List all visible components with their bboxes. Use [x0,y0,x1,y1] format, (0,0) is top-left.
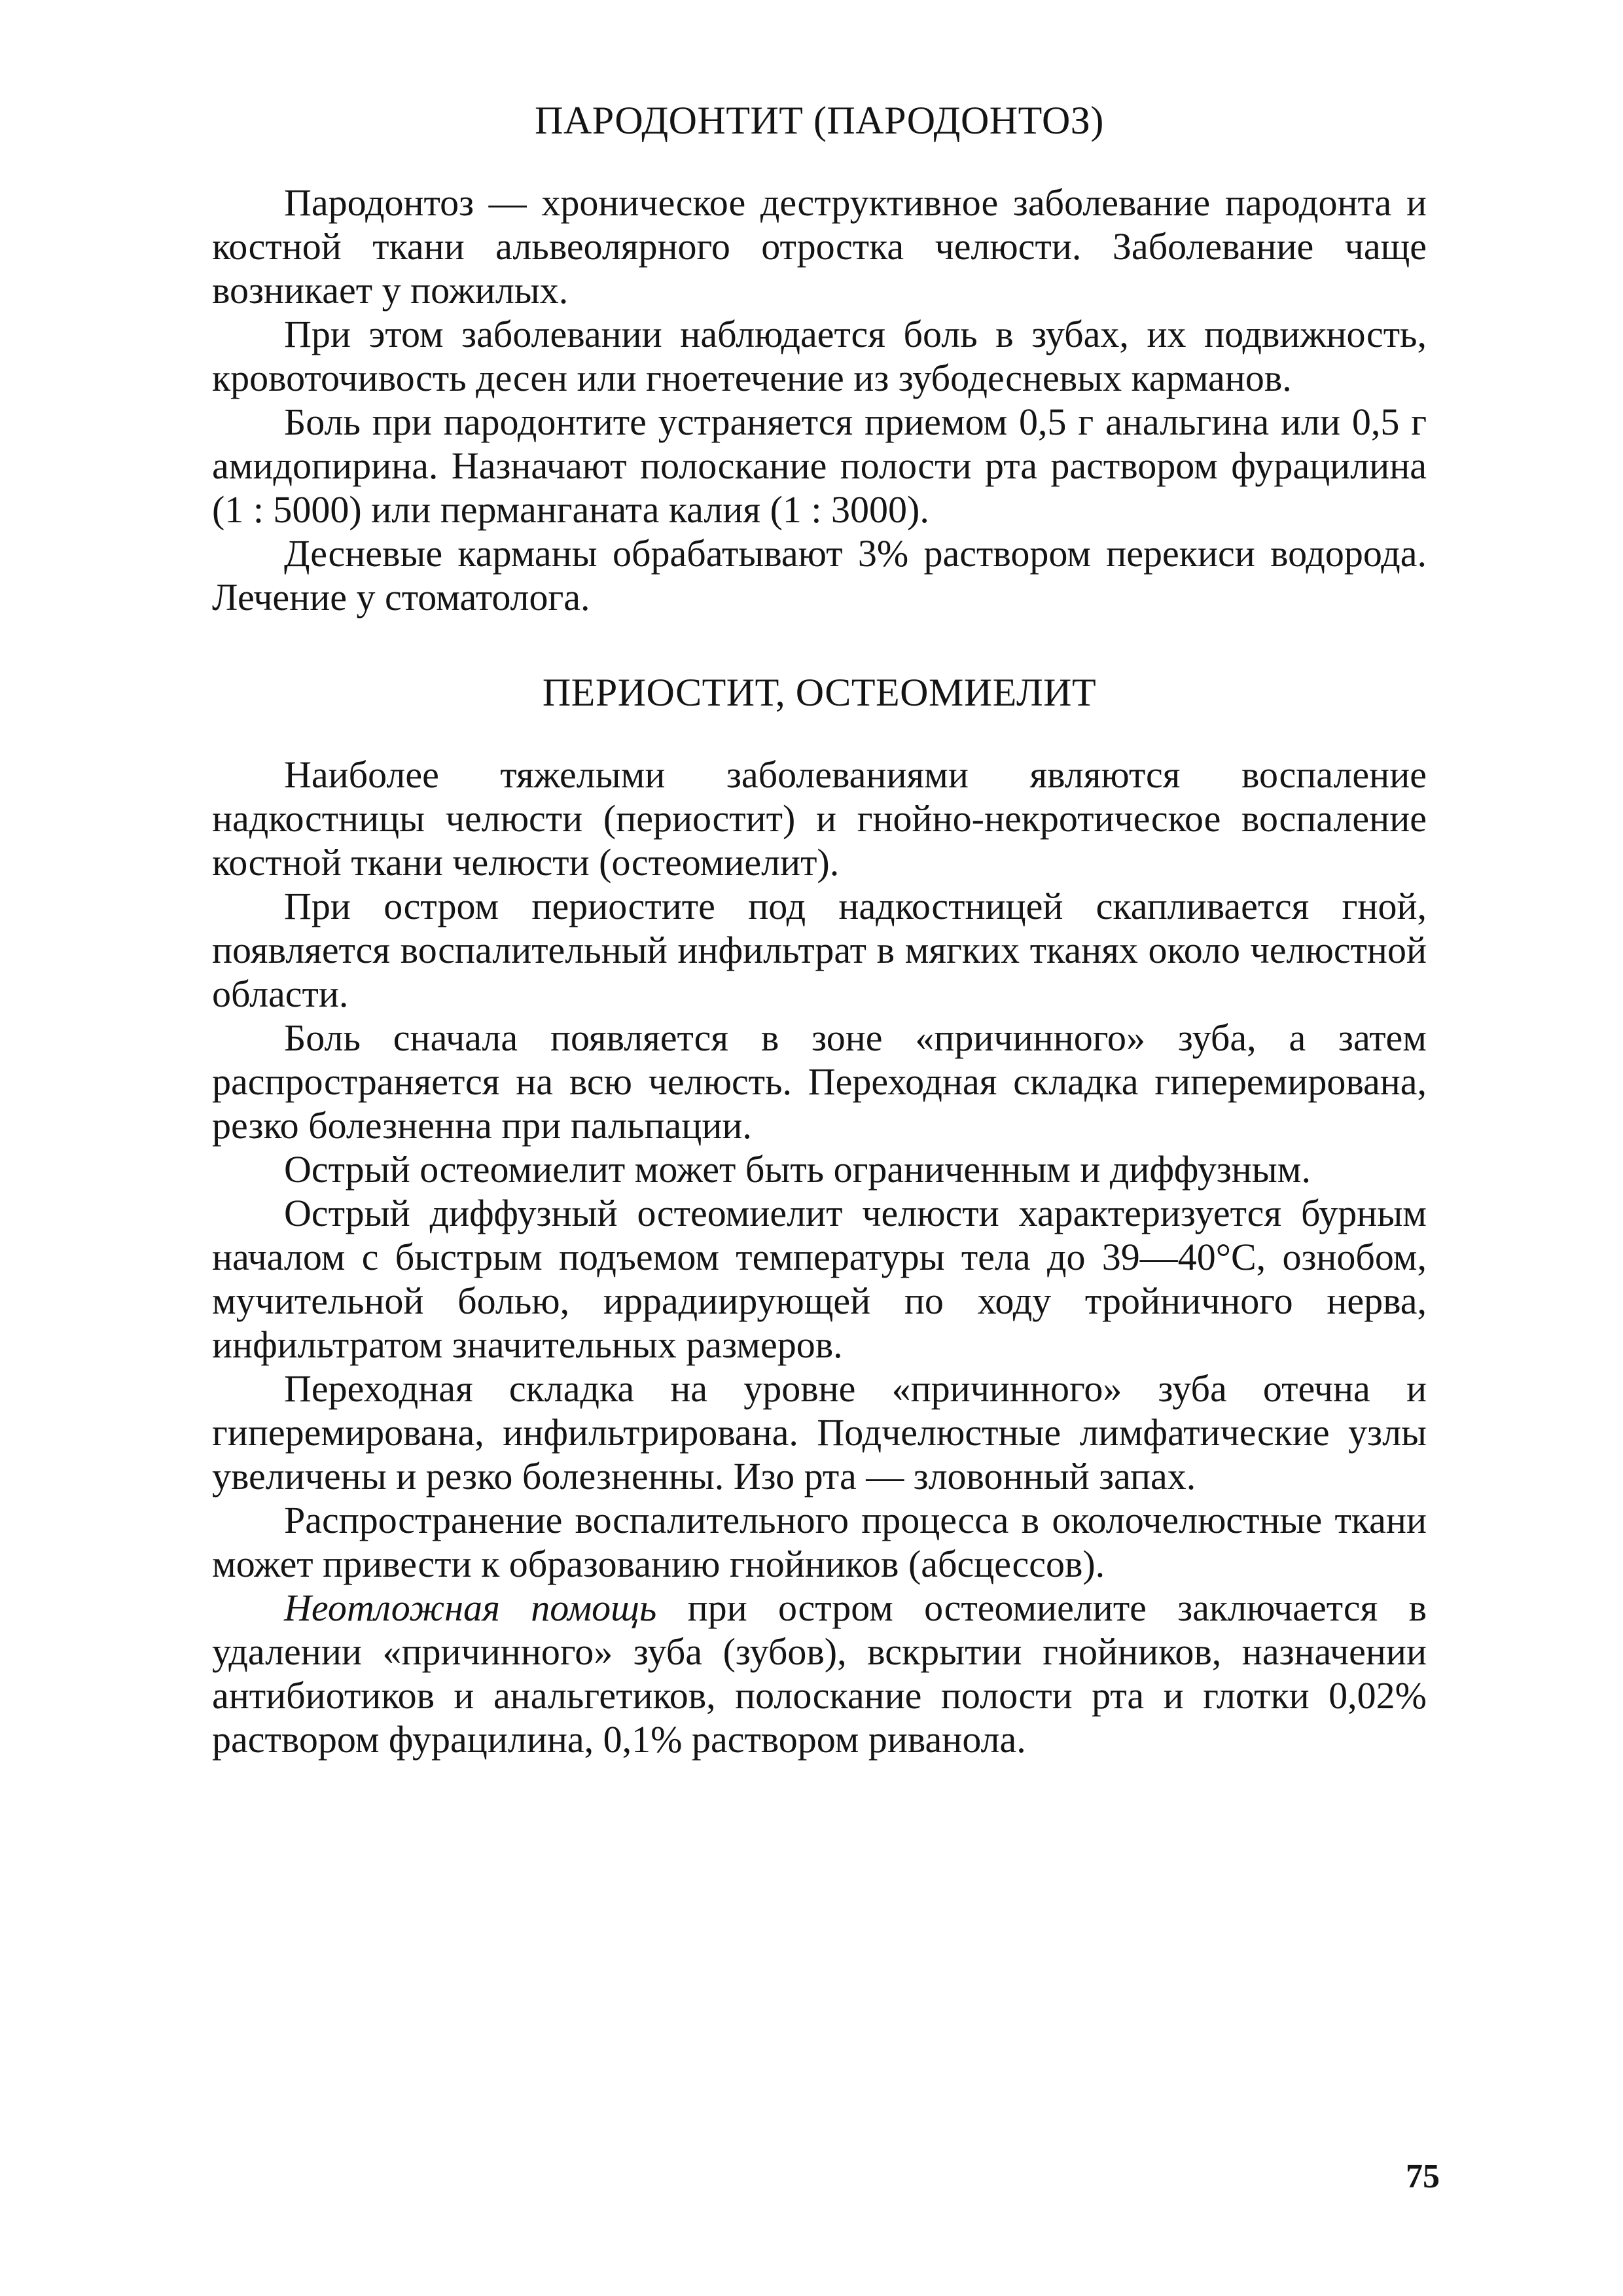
paragraph: Наиболее тяжелыми заболеваниями являются воспаление надкостницы челюсти (периостит) и гнойно-некротическое воспаление костной ткани челюсти (остеомиелит). [212,753,1427,884]
paragraph: Боль сначала появляется в зоне «причинного» зуба, а затем распространяется на всю челюсть. Переходная складка гиперемирована, резко болезненна при пальпации. [212,1016,1427,1147]
paragraph-emergency-care [212,1586,1427,1761]
paragraph: Переходная складка на уровне «причинного» зуба отечна и гиперемирована, инфильтрирована. Подчелюстные лимфатические узлы увеличены и резко болезненны. Изо рта — зловонный запах. [212,1367,1427,1498]
emphasis-text: Неотложная помощь [284,1587,657,1629]
section-heading-periostitis: ПЕРИОСТИТ, ОСТЕОМИЕЛИТ [542,671,1097,714]
paragraph: Острый остеомиелит может быть ограниченным и диффузным. [284,1148,1311,1191]
paragraph: Десневые карманы обрабатывают 3% раствором перекиси водорода. Лечение у стоматолога. [212,532,1427,619]
page-content [212,98,1427,1761]
paragraph: Боль при пародонтите устраняется приемом 0,5 г анальгина или 0,5 г амидопирина. Назначают полоскание полости рта раствором фурацилина (1 : 5000) или перманганата калия (1 : 3000). [212,401,1427,531]
paragraph: При этом заболевании наблюдается боль в зубах, их подвижность, кровоточивость десен или гноетечение из зубодесневых карманов. [212,313,1427,399]
paragraph: Пародонтоз — хроническое деструктивное заболевание пародонта и костной ткани альвеолярного отростка челюсти. Заболевание чаще возникает у пожилых. [212,181,1427,312]
paragraph: Острый диффузный остеомиелит челюсти характеризуется бурным началом с быстрым подъемом температуры тела до 39—40°С, ознобом, мучительной болью, иррадиирующей по ходу тройничного нерва, инфильтратом значительных размеров. [212,1192,1427,1366]
paragraph-text: при остром остеомиелите заключается в удалении «причинного» зуба (зубов), вскрытии гнойников, назначении антибиотиков и анальгетиков, полоскание полости рта и глотки 0,02% раствором фурацилина, 0,1% раствором риванола. [212,1587,1427,1761]
page-number: 75 [1406,2158,1440,2195]
section-heading-parodontitis: ПАРОДОНТИТ (ПАРОДОНТОЗ) [535,99,1104,142]
paragraph: При остром периостите под надкостницей скапливается гной, появляется воспалительный инфильтрат в мягких тканях около челюстной области. [212,885,1427,1015]
paragraph: Распространение воспалительного процесса в околочелюстные ткани может привести к образованию гнойников (абсцессов). [212,1499,1427,1585]
